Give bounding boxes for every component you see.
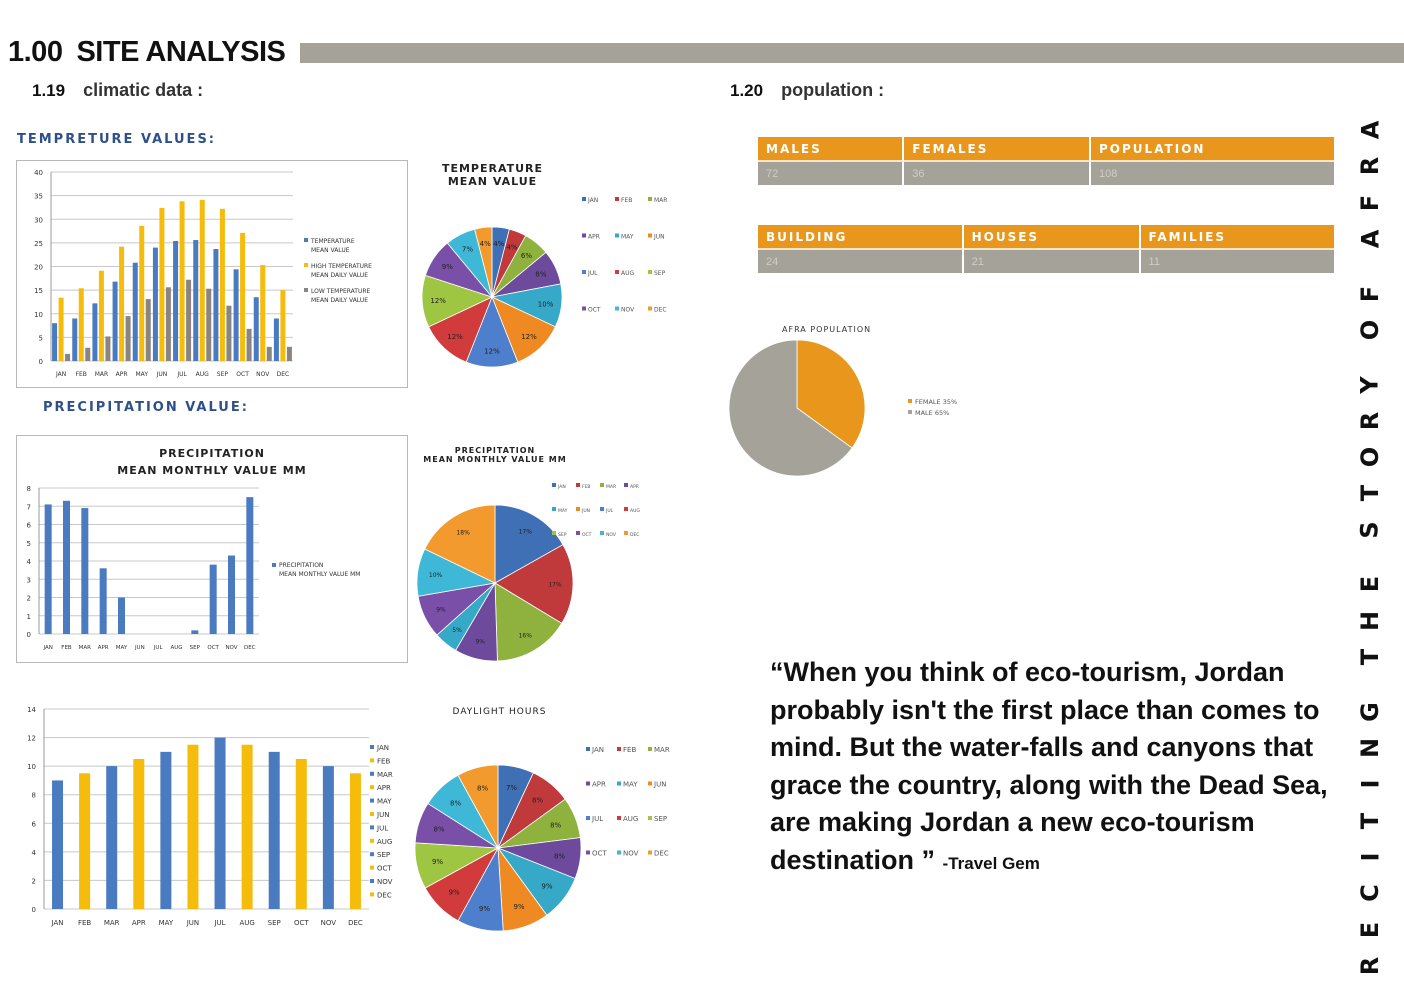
svg-text:SEP: SEP (558, 533, 567, 538)
svg-text:12%: 12% (484, 347, 500, 356)
svg-text:4: 4 (26, 558, 31, 566)
precipitation-pie-title: PRECIPITATION MEAN MONTHLY VALUE MM (423, 446, 567, 464)
svg-text:8%: 8% (553, 852, 566, 861)
svg-text:12%: 12% (430, 296, 446, 305)
svg-text:7%: 7% (505, 783, 518, 792)
svg-text:MEAN DAILY VALUE: MEAN DAILY VALUE (311, 272, 369, 279)
svg-text:OCT: OCT (293, 919, 309, 927)
svg-text:0: 0 (31, 906, 36, 914)
precipitation-pie-legend (552, 478, 652, 538)
svg-text:MAR: MAR (103, 919, 120, 927)
vertical-title-letter: O (1356, 446, 1384, 468)
svg-text:MAR: MAR (94, 371, 109, 378)
svg-text:JUL: JUL (377, 824, 389, 833)
header-building: BUILDING (758, 225, 964, 250)
svg-text:8%: 8% (535, 270, 547, 279)
svg-text:MAY: MAY (377, 797, 392, 806)
svg-text:FEB: FEB (621, 197, 633, 204)
svg-text:8%: 8% (450, 799, 462, 808)
value-population: 108 (1091, 162, 1334, 185)
svg-text:JAN: JAN (51, 919, 64, 927)
svg-text:AUG: AUG (195, 371, 209, 378)
svg-text:9%: 9% (513, 902, 525, 911)
vertical-title-letter: F (1356, 194, 1384, 211)
vertical-title-letter (1367, 680, 1373, 688)
svg-text:10%: 10% (428, 572, 443, 580)
value-houses: 21 (964, 250, 1141, 273)
svg-text:AUG: AUG (621, 270, 635, 277)
svg-text:NOV: NOV (225, 645, 238, 651)
svg-text:MAY: MAY (558, 509, 568, 514)
svg-text:PRECIPITATION: PRECIPITATION (279, 562, 324, 569)
page-title (8, 36, 285, 69)
svg-text:AUG: AUG (630, 509, 640, 514)
svg-text:5: 5 (26, 539, 31, 548)
header-population: POPULATION (1091, 137, 1334, 162)
header-families: FAMILIES (1141, 225, 1334, 250)
svg-text:12: 12 (27, 734, 36, 743)
svg-text:JAN: JAN (43, 645, 53, 651)
header-males: MALES (758, 137, 904, 162)
svg-text:20: 20 (34, 263, 43, 272)
svg-text:FEB: FEB (582, 485, 591, 490)
svg-text:17%: 17% (548, 581, 562, 589)
svg-text:3: 3 (26, 576, 31, 585)
value-males: 72 (758, 162, 904, 185)
temperature-pie-legend (582, 192, 692, 322)
svg-text:4%: 4% (506, 243, 518, 252)
svg-text:8%: 8% (433, 825, 445, 834)
svg-text:NOV: NOV (377, 878, 393, 886)
svg-text:40: 40 (34, 169, 43, 177)
svg-text:JAN: JAN (588, 197, 599, 204)
svg-text:4: 4 (31, 848, 36, 857)
svg-text:7%: 7% (461, 245, 474, 254)
svg-text:5%: 5% (452, 626, 462, 634)
svg-text:9%: 9% (448, 888, 460, 897)
svg-text:JUN: JUN (654, 780, 667, 789)
vertical-title-letter: G (1355, 701, 1384, 722)
svg-text:JAN: JAN (592, 746, 604, 754)
vertical-title-letter: S (1355, 521, 1384, 539)
svg-text:DEC: DEC (630, 533, 640, 538)
vertical-title (1350, 118, 1390, 978)
daylight-pie-legend (586, 742, 686, 862)
svg-text:MAR: MAR (78, 645, 92, 651)
svg-text:7: 7 (26, 503, 31, 512)
header-houses: HOUSES (964, 225, 1141, 250)
svg-text:NOV: NOV (256, 371, 270, 378)
temperature-bar-chart (16, 160, 408, 388)
svg-text:JUN: JUN (582, 509, 590, 514)
svg-text:APR: APR (115, 371, 128, 378)
daylight-pie-title: DAYLIGHT HOURS (452, 707, 547, 717)
svg-text:OCT: OCT (377, 864, 392, 873)
svg-text:JUL: JUL (177, 371, 187, 378)
svg-text:MEAN DAILY VALUE: MEAN DAILY VALUE (311, 297, 369, 304)
quote-text: “When you think of eco-tourism, Jordan probably isn't the first place than comes to mind. But the water-falls and canyons that grace the country, along with the Dead Sea, are making Jordan a new eco-tourism destination ” (770, 657, 1328, 875)
value-families: 11 (1141, 250, 1334, 273)
svg-text:DEC: DEC (654, 849, 669, 858)
climatic-heading (32, 80, 203, 101)
svg-text:JAN: JAN (377, 744, 389, 752)
svg-text:12%: 12% (447, 332, 463, 341)
svg-text:FEB: FEB (77, 919, 92, 927)
afra-population-legend (906, 396, 996, 422)
svg-text:SEP: SEP (189, 645, 200, 651)
svg-text:JUL: JUL (592, 815, 604, 823)
svg-text:FEB: FEB (61, 645, 72, 651)
quote-block (770, 654, 1340, 882)
svg-text:APR: APR (377, 784, 391, 793)
svg-text:35: 35 (34, 192, 43, 201)
vertical-title-letter (1367, 353, 1373, 361)
svg-text:5: 5 (38, 334, 43, 343)
svg-text:MAY: MAY (621, 233, 634, 241)
svg-text:APR: APR (630, 485, 639, 490)
page-title-number: 1.00 (8, 36, 63, 68)
svg-text:MALE 65%: MALE 65% (915, 409, 950, 417)
population-heading (730, 80, 884, 101)
svg-text:JUL: JUL (214, 919, 226, 927)
svg-text:OCT: OCT (588, 306, 601, 314)
svg-text:APR: APR (131, 919, 146, 927)
vertical-title-letter: Y (1355, 375, 1384, 394)
svg-text:10: 10 (34, 310, 43, 319)
svg-text:OCT: OCT (207, 645, 219, 651)
svg-text:JUL: JUL (588, 270, 598, 277)
svg-text:6: 6 (31, 820, 36, 829)
vertical-title-letter: C (1356, 884, 1384, 902)
vertical-title-letter: R (1355, 411, 1384, 431)
svg-text:16%: 16% (518, 632, 532, 640)
svg-text:AUG: AUG (377, 837, 393, 846)
svg-text:OCT: OCT (582, 533, 592, 538)
population-title: population : (781, 80, 885, 100)
svg-text:SEP: SEP (216, 371, 229, 378)
svg-text:MEAN MONTHLY VALUE MM: MEAN MONTHLY VALUE MM (279, 571, 361, 578)
svg-text:JUN: JUN (377, 811, 390, 819)
svg-text:6: 6 (26, 521, 31, 530)
value-females: 36 (904, 162, 1091, 185)
svg-text:8%: 8% (531, 796, 544, 805)
vertical-title-letter: R (1355, 157, 1384, 176)
vertical-title-letter: R (1355, 956, 1384, 976)
vertical-title-letter (1367, 262, 1373, 270)
svg-text:DEC: DEC (348, 919, 363, 927)
header-females: FEMALES (904, 137, 1091, 162)
svg-text:JUN: JUN (134, 645, 145, 651)
precipitation-section-label: PRECIPITATION VALUE: (43, 400, 249, 415)
svg-text:APR: APR (97, 645, 109, 651)
temperature-bar-svg (17, 161, 407, 387)
vertical-title-letter: O (1356, 319, 1384, 341)
svg-text:9%: 9% (541, 882, 553, 891)
daylight-pie-chart (412, 762, 584, 934)
svg-text:DEC: DEC (244, 645, 256, 651)
svg-text:AUG: AUG (239, 919, 255, 927)
svg-text:18%: 18% (456, 529, 470, 537)
svg-text:10%: 10% (537, 300, 554, 309)
svg-text:1: 1 (26, 612, 31, 621)
svg-text:8%: 8% (477, 784, 489, 793)
svg-text:8: 8 (26, 485, 31, 493)
population-table (758, 137, 1334, 185)
vertical-title-letter: H (1356, 610, 1384, 631)
vertical-title-letter: F (1356, 285, 1384, 302)
population-number: 1.20 (730, 81, 764, 100)
vertical-title-letter: N (1356, 737, 1384, 758)
svg-text:DEC: DEC (377, 891, 392, 900)
afra-population-title: AFRA POPULATION (782, 325, 872, 334)
svg-text:4%: 4% (493, 239, 505, 248)
daylight-bar-chart (14, 698, 414, 933)
value-building: 24 (758, 250, 964, 273)
vertical-title-letter: T (1356, 485, 1384, 502)
svg-text:FEB: FEB (75, 371, 87, 378)
svg-text:DEC: DEC (654, 306, 667, 314)
vertical-title-letter: A (1355, 229, 1384, 249)
quote-source: -Travel Gem (942, 853, 1040, 873)
housing-table (758, 225, 1334, 273)
svg-text:14: 14 (27, 706, 36, 714)
svg-text:15: 15 (34, 287, 43, 296)
svg-text:12%: 12% (521, 332, 537, 341)
svg-text:17%: 17% (518, 528, 532, 536)
svg-text:9%: 9% (475, 638, 485, 646)
svg-text:SEP: SEP (654, 815, 668, 823)
page-title-text: SITE ANALYSIS (76, 36, 286, 68)
svg-text:HIGH TEMPERATURE: HIGH TEMPERATURE (311, 263, 372, 270)
svg-text:9%: 9% (478, 905, 491, 914)
svg-text:AUG: AUG (623, 815, 639, 823)
precipitation-bar-title: PRECIPITATION MEAN MONTHLY VALUE MM (117, 447, 307, 477)
vertical-title-letter: I (1356, 852, 1384, 862)
svg-text:JUL: JUL (153, 645, 163, 651)
title-bar-divider (300, 43, 1404, 63)
vertical-title-letter: I (1356, 779, 1384, 789)
svg-text:10: 10 (27, 763, 36, 772)
svg-text:JUN: JUN (186, 919, 200, 927)
svg-text:MAR: MAR (654, 746, 670, 754)
svg-text:JAN: JAN (558, 485, 566, 490)
temperature-pie-chart (415, 220, 575, 380)
climatic-number: 1.19 (32, 81, 66, 100)
vertical-title-letter: E (1356, 921, 1384, 938)
svg-text:OCT: OCT (236, 371, 249, 378)
svg-text:FEB: FEB (623, 746, 637, 754)
svg-text:9%: 9% (441, 263, 453, 272)
svg-text:30: 30 (34, 216, 43, 225)
svg-text:TEMPERATURE: TEMPERATURE (311, 238, 355, 245)
vertical-title-letter: T (1356, 812, 1384, 829)
svg-text:JUL: JUL (606, 509, 614, 514)
afra-population-pie (728, 338, 868, 478)
svg-text:MAY: MAY (115, 645, 128, 651)
svg-text:9%: 9% (431, 858, 444, 867)
svg-text:OCT: OCT (592, 849, 607, 858)
svg-text:MAY: MAY (135, 371, 148, 378)
temperature-pie-title: TEMPERATURE MEAN VALUE (441, 162, 544, 188)
svg-text:NOV: NOV (320, 919, 337, 927)
svg-text:MAY: MAY (623, 780, 638, 789)
svg-text:FEMALE 35%: FEMALE 35% (915, 398, 958, 406)
svg-text:0: 0 (26, 631, 31, 639)
svg-text:JUN: JUN (156, 371, 168, 378)
svg-text:8%: 8% (550, 821, 562, 830)
svg-text:SEP: SEP (267, 919, 281, 927)
vertical-title-letter (1367, 553, 1373, 561)
svg-text:MAR: MAR (654, 197, 668, 204)
svg-text:NOV: NOV (621, 306, 635, 314)
vertical-title-letter: T (1356, 648, 1384, 666)
svg-text:MAR: MAR (606, 485, 617, 490)
svg-text:DEC: DEC (276, 371, 290, 378)
svg-text:MAY: MAY (158, 919, 174, 927)
svg-text:AUG: AUG (170, 645, 183, 651)
svg-text:APR: APR (588, 233, 600, 241)
svg-text:MAR: MAR (377, 770, 393, 779)
vertical-title-letter: A (1355, 120, 1384, 140)
svg-text:6%: 6% (520, 251, 532, 260)
svg-text:25: 25 (34, 239, 43, 248)
svg-text:SEP: SEP (377, 851, 391, 860)
svg-text:JAN: JAN (55, 371, 67, 378)
climatic-title: climatic data : (83, 80, 204, 100)
temperature-section-label: TEMPRETURE VALUES: (17, 132, 217, 147)
svg-text:2: 2 (31, 877, 36, 886)
svg-text:NOV: NOV (606, 533, 616, 538)
svg-text:4%: 4% (479, 239, 491, 248)
svg-text:APR: APR (592, 780, 606, 789)
svg-text:2: 2 (26, 594, 31, 603)
svg-text:MEAN VALUE: MEAN VALUE (311, 247, 350, 254)
svg-text:8: 8 (31, 791, 36, 800)
svg-text:FEB: FEB (377, 757, 391, 766)
svg-text:9%: 9% (436, 606, 446, 614)
svg-text:0: 0 (38, 358, 43, 366)
precipitation-bar-chart (16, 435, 408, 663)
vertical-title-letter: E (1356, 576, 1384, 593)
svg-text:NOV: NOV (623, 849, 639, 858)
svg-text:SEP: SEP (654, 270, 666, 277)
svg-text:LOW TEMPERATURE: LOW TEMPERATURE (311, 288, 371, 295)
svg-text:JUN: JUN (654, 233, 665, 241)
